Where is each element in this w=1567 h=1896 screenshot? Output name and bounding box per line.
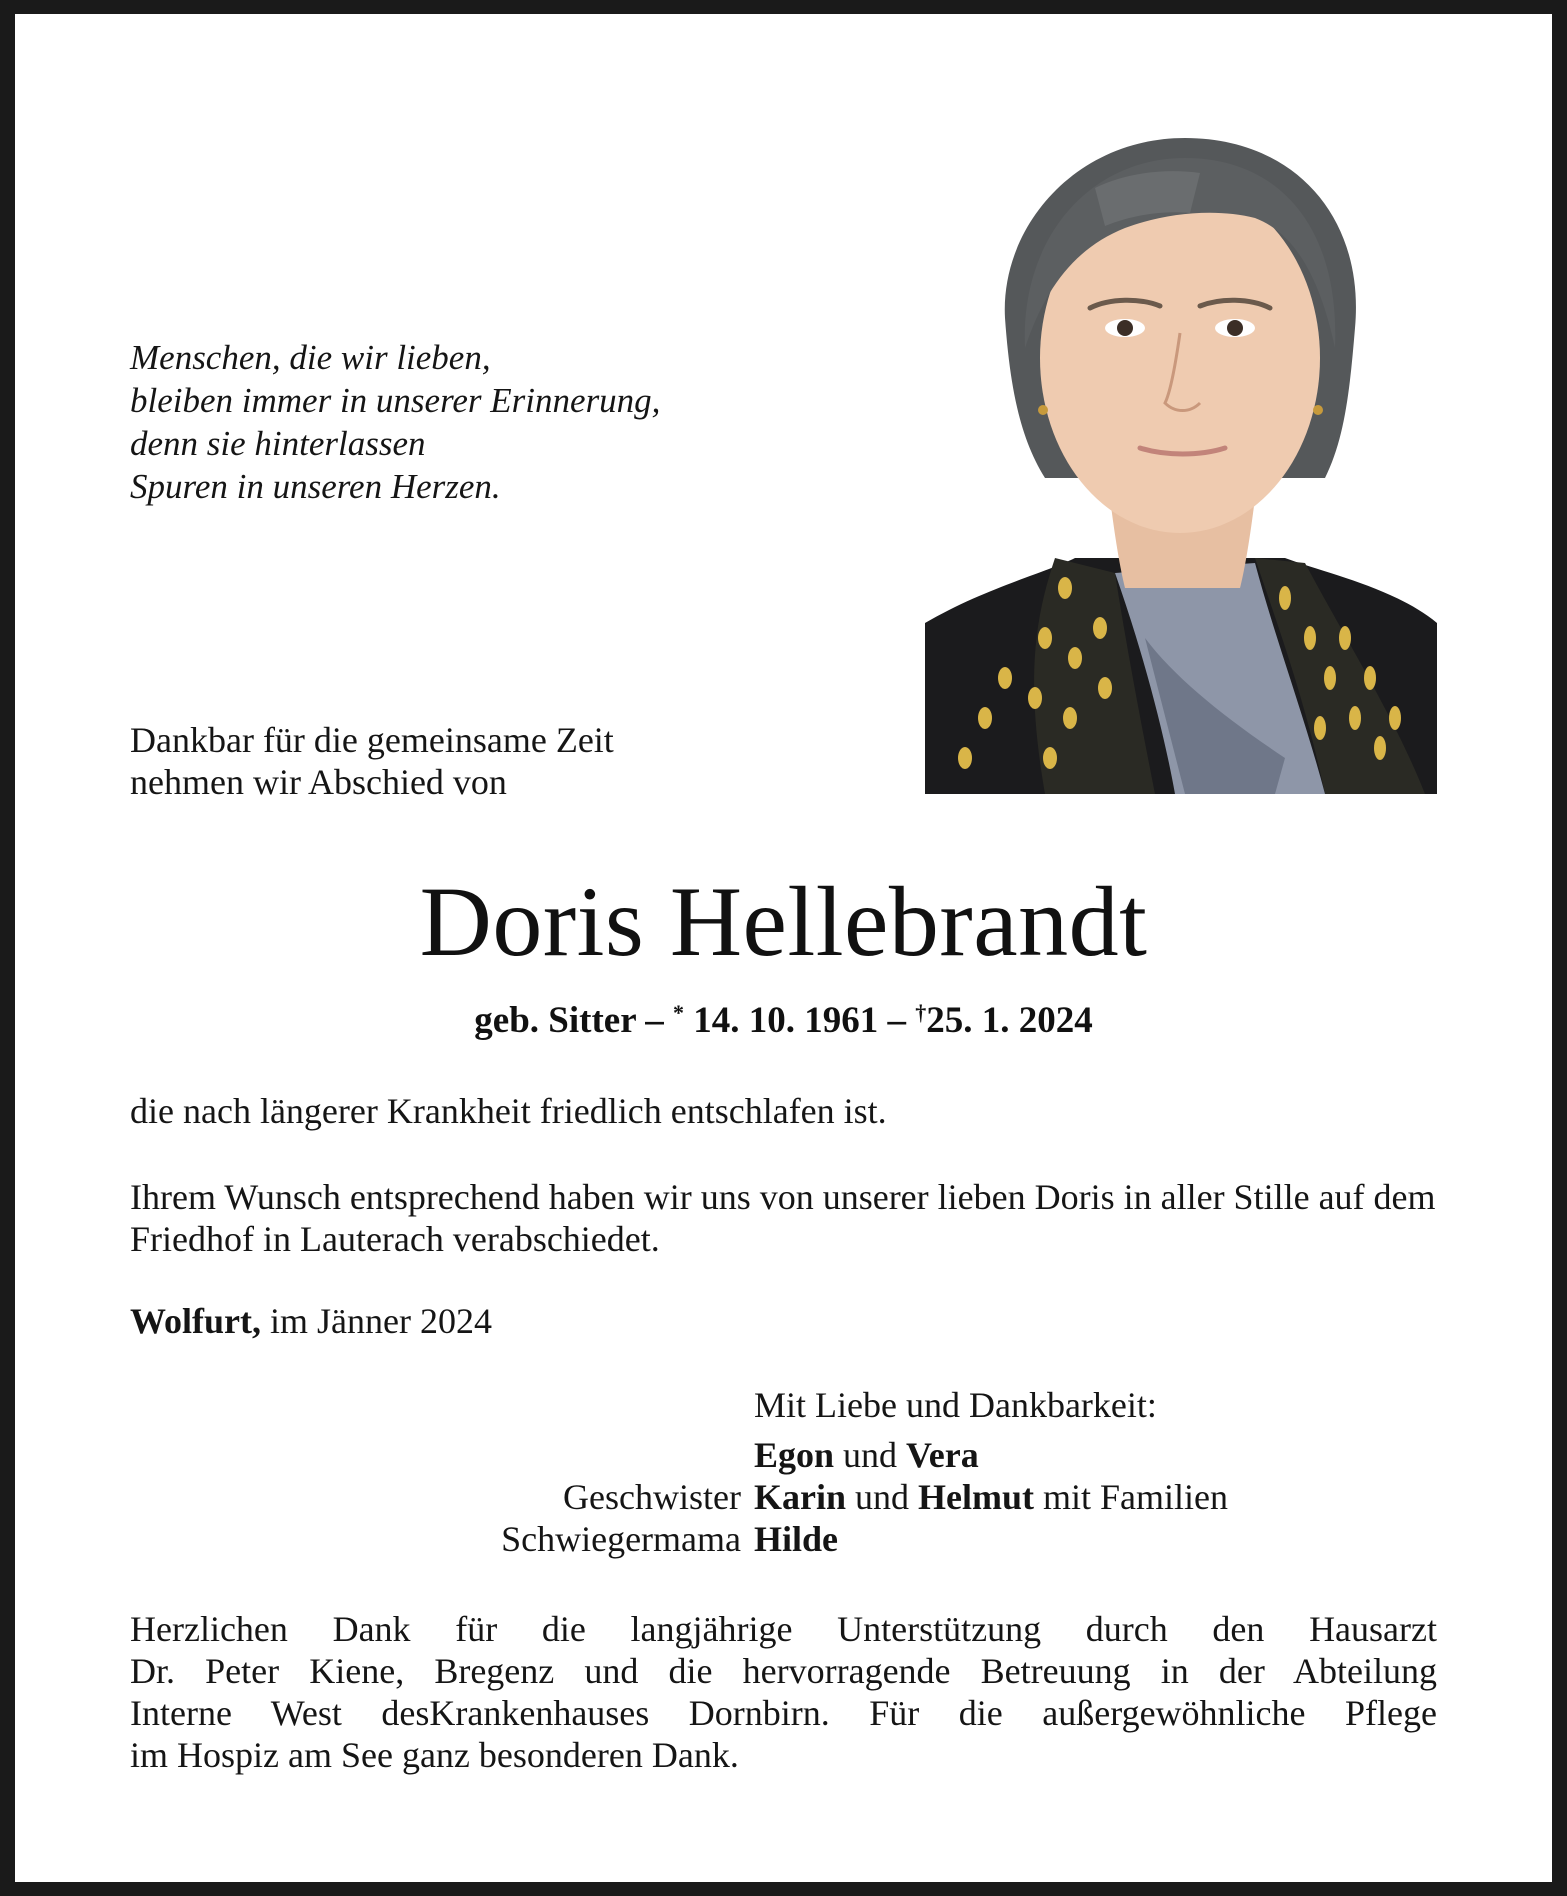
mourner-row <box>0 1434 1567 1476</box>
mourner-names <box>754 1434 979 1476</box>
place-name: Wolfurt, <box>130 1301 261 1341</box>
mourners-header: Mit Liebe und Dankbarkeit: <box>754 1385 1157 1425</box>
life-dates <box>0 990 1567 1044</box>
death-date: 25. 1. 2024 <box>926 1000 1093 1041</box>
thanks-line: Herzlichen Dank für die langjährige Unterstützung durch den Hausarzt <box>130 1609 1437 1649</box>
mourner-names <box>754 1476 1228 1518</box>
thanks-line: Interne West desKrankenhauses Dornbirn. Für die außergewöhnliche Pflege <box>130 1693 1437 1733</box>
intro-line: Dankbar für die gemeinsame Zeit <box>130 720 614 760</box>
mourner-row <box>0 1476 1567 1518</box>
name-suffix: mit Familien <box>1034 1477 1228 1517</box>
motto-line: Menschen, die wir lieben, <box>130 338 491 377</box>
relation-label: Schwiegermama <box>501 1519 741 1559</box>
passing-statement: die nach längerer Krankheit friedlich entschlafen ist. <box>130 1091 887 1131</box>
mourner-names <box>754 1518 838 1560</box>
month-year: im Jänner 2024 <box>261 1301 492 1341</box>
thanks-line: im Hospiz am See ganz besonderen Dank. <box>130 1735 739 1775</box>
portrait-photo <box>925 118 1437 794</box>
mourners-header-row <box>0 1384 1567 1426</box>
motto-line: denn sie hinterlassen <box>130 424 426 463</box>
mourner-name: Karin <box>754 1477 847 1517</box>
mourner-name: Egon <box>754 1435 835 1475</box>
thanks-line: Dr. Peter Kiene, Bregenz und die hervorragende Betreuung in der Abteilung <box>130 1651 1437 1691</box>
motto-verse <box>130 336 830 508</box>
birth-date: 14. 10. 1961 <box>683 1000 879 1041</box>
farewell-statement: Ihrem Wunsch entsprechend haben wir uns von unserer lieben Doris in aller Stille auf dem Friedhof in Lauterach verabschiedet. <box>130 1177 1436 1259</box>
motto-line: bleiben immer in unserer Erinnerung, <box>130 381 661 420</box>
name-connector: und <box>846 1477 919 1517</box>
mourner-name: Vera <box>906 1435 979 1475</box>
mourner-name: Helmut <box>918 1477 1034 1517</box>
mourner-name: Hilde <box>754 1519 839 1559</box>
deceased-name: Doris Hellebrandt <box>419 866 1148 977</box>
maiden-name: geb. Sitter <box>474 1000 636 1041</box>
place-date-line <box>130 1300 1437 1342</box>
birth-star-icon: * <box>672 1000 684 1025</box>
death-cross-icon: † <box>915 1000 927 1025</box>
motto-line: Spuren in unseren Herzen. <box>130 467 501 506</box>
intro-line: nehmen wir Abschied von <box>130 762 507 802</box>
relation-label: Geschwister <box>563 1477 741 1517</box>
mourner-row <box>0 1518 1567 1560</box>
thanks-paragraph <box>130 1608 1437 1776</box>
dash-separator: – <box>635 1000 673 1041</box>
dash-separator: – <box>878 1000 916 1041</box>
intro-text <box>130 719 614 803</box>
name-connector: und <box>834 1435 907 1475</box>
